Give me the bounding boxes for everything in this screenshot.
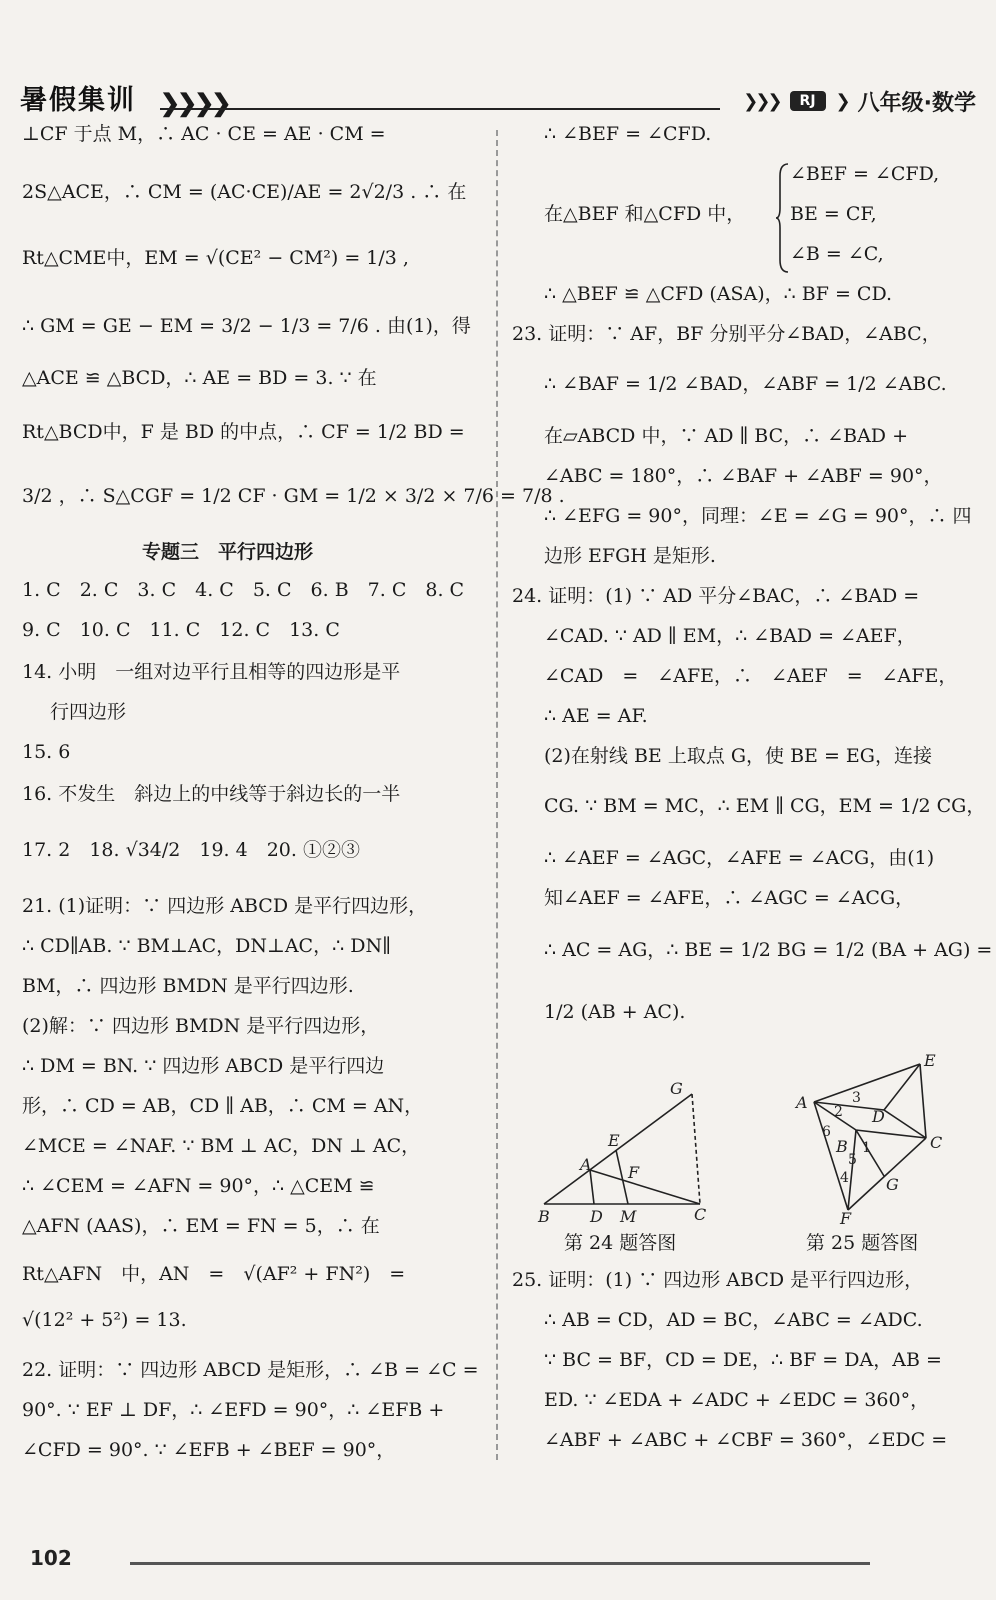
figure-label: B — [538, 1207, 550, 1226]
text-line: ∴ △BEF ≌ △CFD (ASA)，∴ BF = CD. — [544, 283, 893, 305]
figure-25-caption: 第 25 题答图 — [806, 1232, 919, 1254]
figure-label: D — [590, 1207, 603, 1226]
section-title: 专题三 平行四边形 — [142, 541, 314, 563]
text-line: ∠B = ∠C, — [790, 243, 884, 265]
text-line: 2S△ACE，∴ CM = (AC·CE)/AE = 2√2/3 . ∴ 在 — [22, 181, 467, 203]
text-line: ∠ABC = 180°，∴ ∠BAF + ∠ABF = 90°， — [544, 465, 943, 487]
edition-badge: RJ — [790, 91, 826, 111]
book-title: 暑假集训 — [20, 85, 136, 116]
text-line: ∠ABF + ∠ABC + ∠CBF = 360°，∠EDC = — [544, 1429, 948, 1451]
footer-rule — [130, 1562, 870, 1565]
text-line: 22. 证明：∵ 四边形 ABCD 是矩形，∴ ∠B = ∠C = — [22, 1359, 479, 1381]
text-line: ∴ AC = AG，∴ BE = 1/2 BG = 1/2 (BA + AG) = — [544, 939, 993, 961]
page-number: 102 — [30, 1546, 72, 1570]
segment-ac — [590, 1170, 700, 1204]
text-line: ∴ CD∥AB. ∵ BM⊥AC，DN⊥AC，∴ DN∥ — [22, 935, 391, 957]
figure-label: 2 — [834, 1104, 843, 1120]
figure-label: E — [608, 1131, 620, 1150]
text-line: BE = CF, — [790, 203, 877, 225]
text-line: Rt△AFN 中，AN = √(AF² + FN²) = — [22, 1263, 406, 1285]
text-line: ∴ AE = AF. — [544, 705, 648, 727]
figure-24-caption: 第 24 题答图 — [564, 1232, 677, 1254]
text-line: 在△BEF 和△CFD 中， — [544, 203, 746, 225]
text-line: ∴ DM = BN. ∵ 四边形 ABCD 是平行四边 — [22, 1055, 385, 1077]
segment-ad — [590, 1170, 594, 1204]
text-line: △ACE ≌ △BCD，∴ AE = BD = 3. ∵ 在 — [22, 367, 377, 389]
segment-fc — [848, 1138, 926, 1210]
text-line: ∴ ∠AEF = ∠AGC，∠AFE = ∠ACG，由(1) — [544, 847, 935, 869]
text-line: 形，∴ CD = AB，CD ∥ AB，∴ CM = AN， — [22, 1095, 424, 1117]
figure-label: 4 — [840, 1170, 849, 1186]
header-right — [743, 86, 976, 116]
answer-line: 9. C 10. C 11. C 12. C 13. C — [22, 619, 340, 641]
figure-label: C — [694, 1205, 707, 1224]
answer-line: 14. 小明 一组对边平行且相等的四边形是平 — [22, 661, 401, 683]
answer-line: 行四边形 — [50, 701, 127, 723]
chevron-decoration-icon: ❯❯❯ — [743, 90, 780, 112]
text-line: (2)在射线 BE 上取点 G，使 BE = EG，连接 — [544, 745, 932, 767]
answer-line: 16. 不发生 斜边上的中线等于斜边长的一半 — [22, 783, 401, 805]
text-line: ∴ ∠CEM = ∠AFN = 90°，∴ △CEM ≌ — [22, 1175, 375, 1197]
segment-bf — [848, 1130, 856, 1210]
figure-label: M — [620, 1207, 637, 1226]
page-footer — [0, 1540, 996, 1600]
text-line: 24. 证明：(1) ∵ AD 平分∠BAC，∴ ∠BAD = — [512, 585, 920, 607]
text-line: 23. 证明：∵ AF，BF 分别平分∠BAD，∠ABC， — [512, 323, 941, 345]
figure-label: E — [924, 1051, 936, 1070]
figure-label: F — [628, 1163, 640, 1182]
text-line: ∠BEF = ∠CFD, — [790, 163, 940, 185]
text-line: 3/2 ，∴ S△CGF = 1/2 CF · GM = 1/2 × 3/2 × 7/6 = 7/8 . — [22, 485, 565, 507]
figure-label: 1 — [862, 1140, 871, 1156]
text-line: 25. 证明：(1) ∵ 四边形 ABCD 是平行四边形， — [512, 1269, 924, 1291]
figure-label: 6 — [822, 1124, 831, 1140]
text-line: ⊥CF 于点 M，∴ AC · CE = AE · CM = — [22, 123, 386, 145]
segment-ae — [814, 1064, 920, 1102]
text-line: Rt△BCD中，F 是 BD 的中点，∴ CF = 1/2 BD = — [22, 421, 465, 443]
segment-gc — [692, 1094, 700, 1204]
brace-icon — [776, 162, 790, 274]
text-line: ∴ ∠BEF = ∠CFD. — [544, 123, 712, 145]
figure-label: 3 — [852, 1090, 861, 1106]
column-divider — [496, 130, 498, 1460]
text-line: ∠CFD = 90°. ∵ ∠EFB + ∠BEF = 90°， — [22, 1439, 396, 1461]
swoosh-decoration-icon: ❯❯❯❯ — [160, 88, 229, 117]
text-line: 21. (1)证明：∵ 四边形 ABCD 是平行四边形， — [22, 895, 428, 917]
figure-label: C — [930, 1133, 943, 1152]
text-line: △AFN (AAS)，∴ EM = FN = 5，∴ 在 — [22, 1215, 380, 1237]
text-line: Rt△CME中，EM = √(CE² − CM²) = 1/3 , — [22, 247, 409, 269]
figure-label: B — [836, 1137, 848, 1156]
figure-24-diagram — [530, 1080, 710, 1230]
text-line: (2)解：∵ 四边形 BMDN 是平行四边形， — [22, 1015, 380, 1037]
figure-label: A — [580, 1155, 592, 1174]
text-line: √(12² + 5²) = 13. — [22, 1309, 187, 1331]
text-line: BM，∴ 四边形 BMDN 是平行四边形. — [22, 975, 354, 997]
text-line: 知∠AEF = ∠AFE，∴ ∠AGC = ∠ACG， — [544, 887, 915, 909]
text-line: 1/2 (AB + AC). — [544, 1001, 686, 1023]
figure-label: G — [670, 1080, 683, 1098]
header-rule — [160, 108, 720, 110]
figure-label: A — [796, 1093, 808, 1112]
text-line: ∠CAD. ∵ AD ∥ EM，∴ ∠BAD = ∠AEF， — [544, 625, 916, 647]
text-line: ∴ ∠EFG = 90°，同理：∠E = ∠G = 90°，∴ 四 — [544, 505, 972, 527]
text-line: ∴ ∠BAF = 1/2 ∠BAD，∠ABF = 1/2 ∠ABC. — [544, 373, 947, 395]
page-header — [0, 0, 996, 118]
text-line: ∴ AB = CD，AD = BC，∠ABC = ∠ADC. — [544, 1309, 923, 1331]
answer-line: 17. 2 18. √34/2 19. 4 20. ①②③ — [22, 839, 360, 861]
text-line: 在▱ABCD 中，∵ AD ∥ BC，∴ ∠BAD + — [544, 425, 908, 447]
answer-line: 1. C 2. C 3. C 4. C 5. C 6. B 7. C 8. C — [22, 579, 465, 601]
figure-25-diagram — [790, 1046, 970, 1226]
segment-ec — [920, 1064, 926, 1138]
figure-label: 5 — [848, 1152, 857, 1168]
text-line: 边形 EFGH 是矩形. — [544, 545, 716, 567]
grade-subject: 八年级·数学 — [857, 90, 976, 116]
chevron-decoration-icon: ❯ — [835, 90, 848, 112]
figure-label: F — [840, 1209, 852, 1226]
text-line: ∠CAD = ∠AFE，∴ ∠AEF = ∠AFE， — [544, 665, 958, 687]
figure-label: D — [872, 1107, 885, 1126]
text-line: ∠MCE = ∠NAF. ∵ BM ⊥ AC，DN ⊥ AC， — [22, 1135, 421, 1157]
text-line: ED. ∵ ∠EDA + ∠ADC + ∠EDC = 360°， — [544, 1389, 930, 1411]
answer-line: 15. 6 — [22, 741, 71, 763]
text-line: ∴ GM = GE − EM = 3/2 − 1/3 = 7/6 . 由(1)，得 — [22, 315, 471, 337]
text-line: CG. ∵ BM = MC，∴ EM ∥ CG，EM = 1/2 CG， — [544, 795, 986, 817]
figure-label: G — [886, 1175, 899, 1194]
segment-em — [616, 1150, 628, 1204]
text-line: 90°. ∵ EF ⊥ DF，∴ ∠EFD = 90°，∴ ∠EFB + — [22, 1399, 445, 1421]
text-line: ∵ BC = BF，CD = DE，∴ BF = DA，AB = — [544, 1349, 942, 1371]
